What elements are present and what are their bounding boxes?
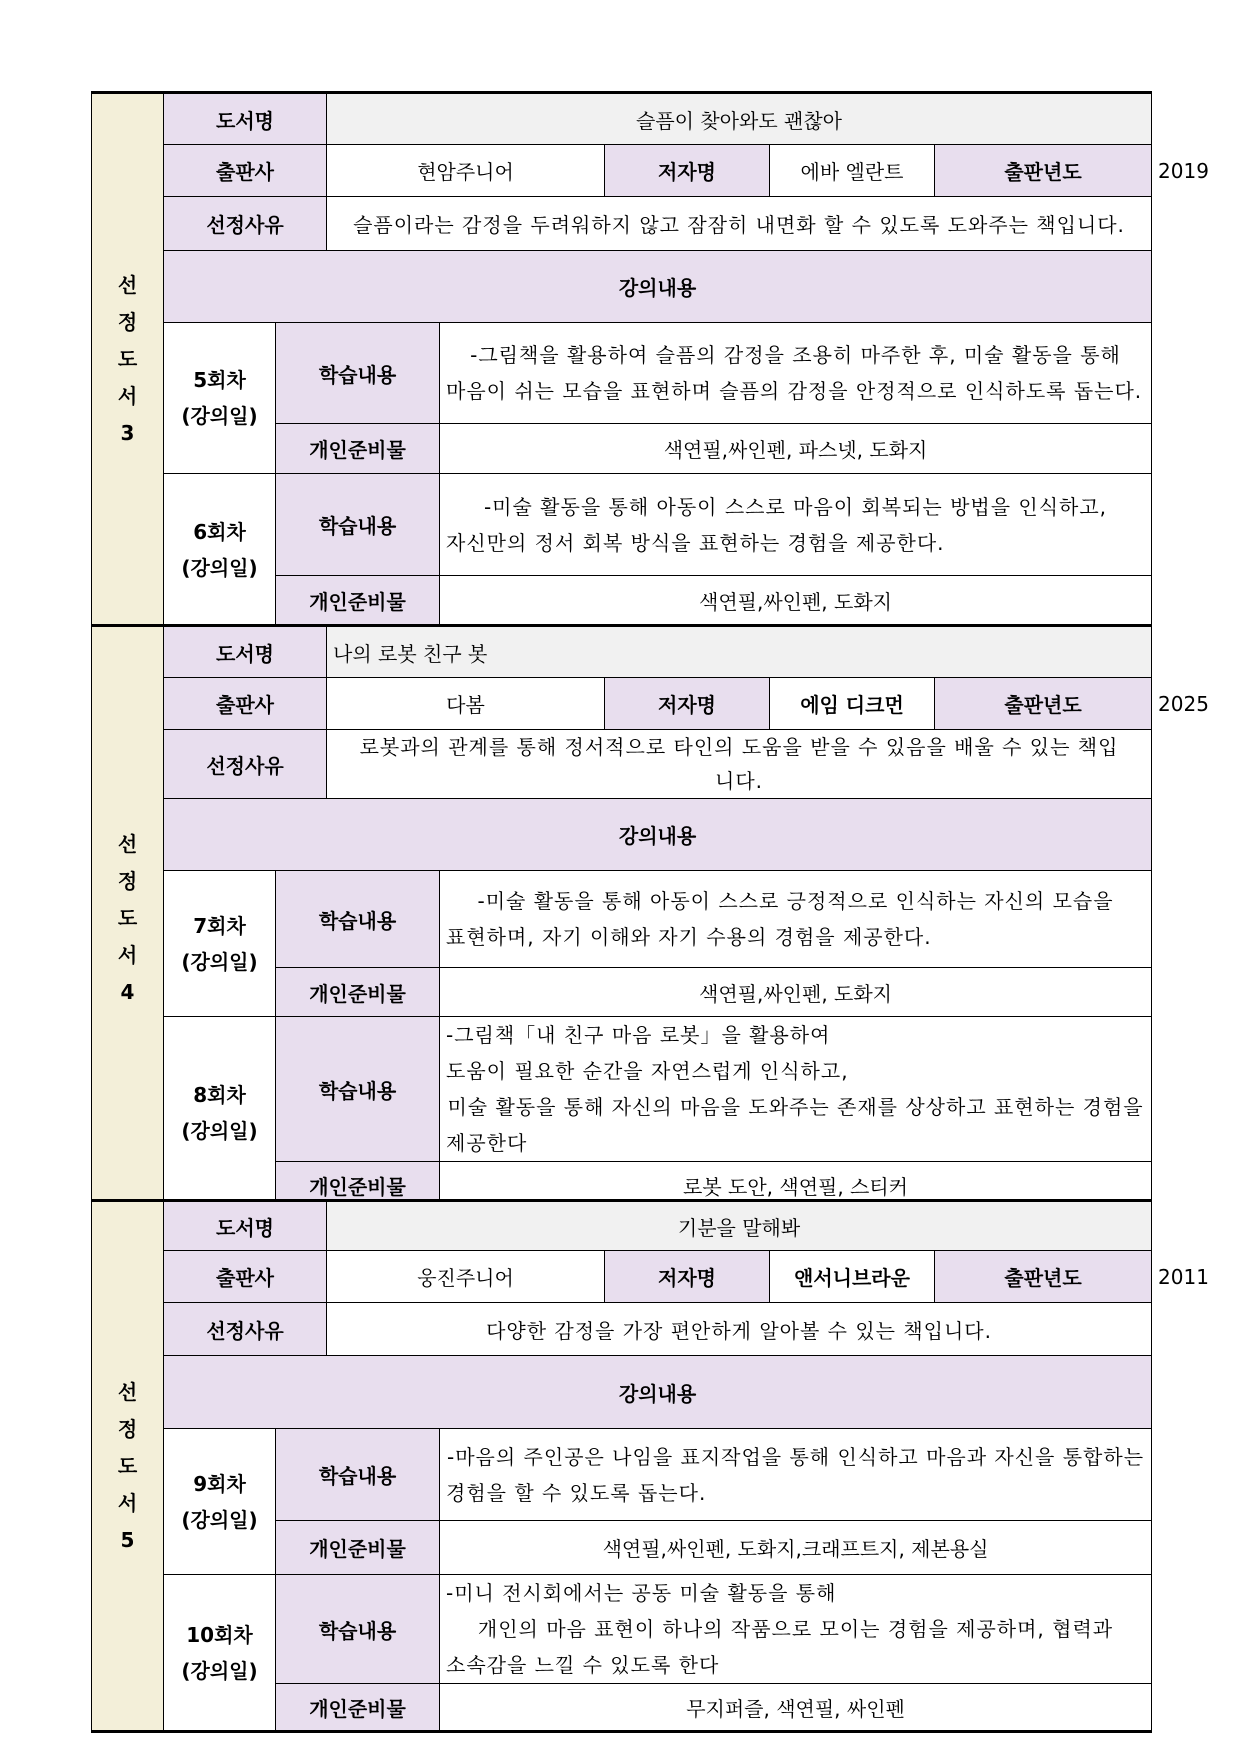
materials-label: 개인준비물	[276, 576, 440, 626]
book-table-3: 선 정 도 서 3 도서명 슬픔이 찾아와도 괜찮아 출판사 현암주니어 저자명 에바 엘란트 출판년도 2019 선정사유 슬픔이라는 감정을 두려워하지 않고 잠잠히 내면화 할 수 있도록 도와주는 책입니다. 강의내용 5회차 (강의일) 학습내용 -그림책을 활용하여 슬픔의 감정을 조용히 마주한 후, 미술 활동을 통해 마음이 쉬는 모습을 표현하며 슬픔의 감정을 안정적으로 인식하도록 돕는다. 개인준비물 색연필,싸인펜, 파스넷, 도화지 6회차 (강의일) 학습내용 -미술 활동을 통해 아동이 스스로 마음이 회복되는 방법을 인식하고, 자신만의 정서 회복 방식을 표현하는 경험을 제공한다. 개인준비물 색연필,싸인펜, 도화지	[91, 91, 1152, 626]
year-label: 출판년도	[935, 145, 1152, 197]
materials-label: 개인준비물	[276, 1162, 440, 1210]
materials-label: 개인준비물	[276, 1684, 440, 1732]
materials-label: 개인준비물	[276, 424, 440, 474]
year-label: 출판년도	[935, 1251, 1152, 1303]
session-label: 10회차 (강의일)	[164, 1575, 276, 1732]
author-label: 저자명	[605, 678, 770, 730]
publisher-value: 웅진주니어	[327, 1251, 605, 1303]
book-section-label: 선 정 도 서 5	[92, 1201, 164, 1732]
reason-label: 선정사유	[164, 1303, 327, 1356]
title-label: 도서명	[164, 1201, 327, 1251]
publisher-value: 현암주니어	[327, 145, 605, 197]
learning-content: -미술 활동을 통해 아동이 스스로 마음이 회복되는 방법을 인식하고, 자신만의 정서 회복 방식을 표현하는 경험을 제공한다.	[440, 474, 1152, 576]
book-section-label: 선 정 도 서 3	[92, 93, 164, 626]
session-label: 7회차 (강의일)	[164, 871, 276, 1017]
materials-value: 색연필,싸인펜, 파스넷, 도화지	[440, 424, 1152, 474]
reason-label: 선정사유	[164, 730, 327, 799]
title-label: 도서명	[164, 93, 327, 145]
materials-label: 개인준비물	[276, 968, 440, 1017]
learning-content: -미니 전시회에서는 공동 미술 활동을 통해 개인의 마음 표현이 하나의 작품으로 모이는 경험을 제공하며, 협력과 소속감을 느낄 수 있도록 한다	[440, 1575, 1152, 1684]
book-title: 슬픔이 찾아와도 괜찮아	[327, 93, 1152, 145]
reason-value: 슬픔이라는 감정을 두려워하지 않고 잠잠히 내면화 할 수 있도록 도와주는 책입니다.	[327, 197, 1152, 251]
book-table-4: 선 정 도 서 4 도서명 나의 로봇 친구 봇 출판사 다봄 저자명 에임 디크먼 출판년도 2025 선정사유 로봇과의 관계를 통해 정서적으로 타인의 도움을 받을 수 있음을 배울 수 있는 책입니다. 강의내용 7회차 (강의일) 학습내용 -미술 활동을 통해 아동이 스스로 긍정적으로 인식하는 자신의 모습을 표현하며, 자기 이해와 자기 수용의 경험을 제공한다. 개인준비물 색연필,싸인펜, 도화지 8회차 (강의일) 학습내용 -그림책「내 친구 마음 로봇」을 활용하여 도움이 필요한 순간을 자연스럽게 인식하고, 미술 활동을 통해 자신의 마음을 도와주는 존재를 상상하고 표현하는 경험을 제공한다 개인준비물 로봇 도안, 색연필, 스티커	[91, 624, 1152, 1210]
session-label: 8회차 (강의일)	[164, 1017, 276, 1210]
learning-content: -마음의 주인공은 나임을 표지작업을 통해 인식하고 마음과 자신을 통합하는 경험을 할 수 있도록 돕는다.	[440, 1429, 1152, 1521]
publisher-label: 출판사	[164, 678, 327, 730]
publisher-label: 출판사	[164, 145, 327, 197]
learning-label: 학습내용	[276, 1575, 440, 1684]
author-value: 에임 디크먼	[770, 678, 935, 730]
learning-label: 학습내용	[276, 1017, 440, 1162]
session-label: 6회차 (강의일)	[164, 474, 276, 626]
book-title: 나의 로봇 친구 봇	[327, 626, 1152, 678]
publisher-label: 출판사	[164, 1251, 327, 1303]
learning-label: 학습내용	[276, 474, 440, 576]
author-value: 앤서니브라운	[770, 1251, 935, 1303]
title-label: 도서명	[164, 626, 327, 678]
learning-content: -그림책「내 친구 마음 로봇」을 활용하여 도움이 필요한 순간을 자연스럽게 인식하고, 미술 활동을 통해 자신의 마음을 도와주는 존재를 상상하고 표현하는 경험을 제공한다	[440, 1017, 1152, 1162]
materials-value: 색연필,싸인펜, 도화지,크래프트지, 제본용실	[440, 1521, 1152, 1575]
learning-content: -미술 활동을 통해 아동이 스스로 긍정적으로 인식하는 자신의 모습을 표현하며, 자기 이해와 자기 수용의 경험을 제공한다.	[440, 871, 1152, 968]
reason-value: 로봇과의 관계를 통해 정서적으로 타인의 도움을 받을 수 있음을 배울 수 있는 책입니다.	[327, 730, 1152, 799]
materials-label: 개인준비물	[276, 1521, 440, 1575]
materials-value: 색연필,싸인펜, 도화지	[440, 576, 1152, 626]
author-label: 저자명	[605, 145, 770, 197]
book-section-label: 선 정 도 서 4	[92, 626, 164, 1210]
author-label: 저자명	[605, 1251, 770, 1303]
learning-label: 학습내용	[276, 1429, 440, 1521]
materials-value: 로봇 도안, 색연필, 스티커	[440, 1162, 1152, 1210]
year-label: 출판년도	[935, 678, 1152, 730]
lecture-header: 강의내용	[164, 799, 1152, 871]
materials-value: 무지퍼즐, 색연필, 싸인펜	[440, 1684, 1152, 1732]
book-title: 기분을 말해봐	[327, 1201, 1152, 1251]
session-label: 5회차 (강의일)	[164, 323, 276, 474]
reason-value: 다양한 감정을 가장 편안하게 알아볼 수 있는 책입니다.	[327, 1303, 1152, 1356]
session-label: 9회차 (강의일)	[164, 1429, 276, 1575]
learning-label: 학습내용	[276, 323, 440, 424]
learning-content: -그림책을 활용하여 슬픔의 감정을 조용히 마주한 후, 미술 활동을 통해 마음이 쉬는 모습을 표현하며 슬픔의 감정을 안정적으로 인식하도록 돕는다.	[440, 323, 1152, 424]
author-value: 에바 엘란트	[770, 145, 935, 197]
publisher-value: 다봄	[327, 678, 605, 730]
materials-value: 색연필,싸인펜, 도화지	[440, 968, 1152, 1017]
lecture-header: 강의내용	[164, 1356, 1152, 1429]
reason-label: 선정사유	[164, 197, 327, 251]
lecture-header: 강의내용	[164, 251, 1152, 323]
book-table-5: 선 정 도 서 5 도서명 기분을 말해봐 출판사 웅진주니어 저자명 앤서니브라운 출판년도 2011 선정사유 다양한 감정을 가장 편안하게 알아볼 수 있는 책입니다. 강의내용 9회차 (강의일) 학습내용 -마음의 주인공은 나임을 표지작업을 통해 인식하고 마음과 자신을 통합하는 경험을 할 수 있도록 돕는다. 개인준비물 색연필,싸인펜, 도화지,크래프트지, 제본용실 10회차 (강의일) 학습내용 -미니 전시회에서는 공동 미술 활동을 통해 개인의 마음 표현이 하나의 작품으로 모이는 경험을 제공하며, 협력과 소속감을 느낄 수 있도록 한다 개인준비물 무지퍼즐, 색연필, 싸인펜	[91, 1199, 1152, 1733]
learning-label: 학습내용	[276, 871, 440, 968]
